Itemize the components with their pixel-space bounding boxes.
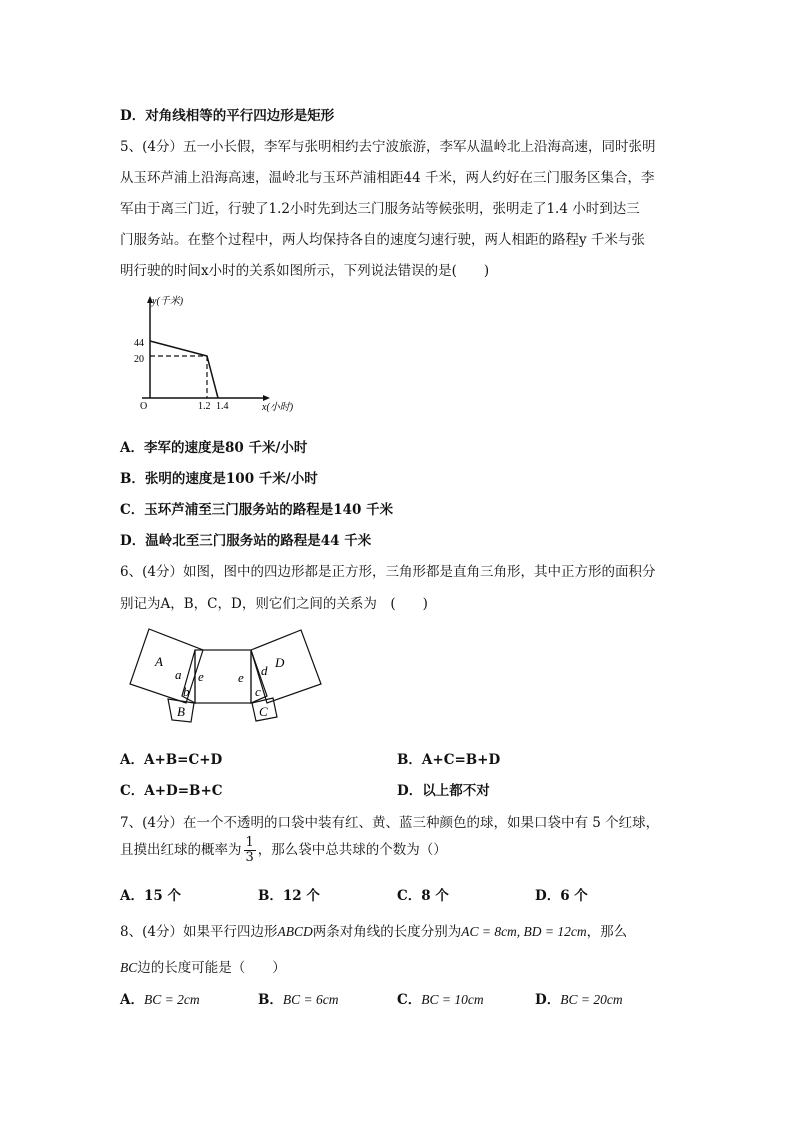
q8-option-a-label: A． (120, 992, 144, 1008)
label-c: c (255, 684, 261, 699)
q8-abcd: ABCD (277, 924, 313, 939)
label-a: a (175, 667, 182, 682)
q7-option-b: B．12 个 (258, 888, 320, 904)
square-a (130, 629, 203, 703)
label-B: B (177, 704, 185, 719)
label-D: D (275, 655, 285, 670)
q8-stem-line-2 (120, 956, 286, 976)
q7-option-a: A．15 个 (120, 888, 181, 904)
q8-option-b-label: B． (258, 992, 283, 1008)
q8-option-d-label: D． (535, 992, 561, 1008)
q8-line2-post: 边的长度可能是（ ） (137, 960, 286, 976)
q7-option-d: D．6 个 (535, 888, 588, 904)
q7-fraction (244, 836, 256, 865)
label-e1: e (198, 669, 204, 684)
q8-line1-mid: 两条对角线的长度分别为 (312, 924, 462, 940)
x-tick-1-4: 1.4 (216, 401, 229, 412)
q8-option-d-value: BC = 20cm (560, 992, 623, 1007)
label-C: C (259, 704, 268, 719)
q6-squares-figure (125, 624, 335, 728)
q8-line1-pre: 8、(4分）如果平行四边形 (120, 924, 278, 940)
x-axis-label: x(小时) (262, 402, 294, 413)
q5-stem-line-5: 明行驶的时间x小时的关系如图所示，下列说法错误的是( ) (120, 263, 490, 279)
y-tick-44: 44 (134, 338, 144, 349)
q8-option-a (120, 988, 200, 1008)
q8-bc: BC (120, 960, 138, 975)
distance-line (150, 341, 218, 398)
label-d: d (261, 663, 268, 678)
q7-stem-line-2 (120, 836, 447, 865)
q7-frac-den: 3 (245, 850, 254, 865)
q6-option-b: B．A+C=B+D (397, 752, 501, 768)
label-e2: e (238, 670, 244, 685)
q8-option-b (258, 988, 339, 1008)
q5-option-b: B．张明的速度是100 千米/小时 (120, 471, 318, 487)
q7-option-c: C．8 个 (397, 888, 449, 904)
q5-stem-line-4: 门服务站。在整个过程中，两人均保持各自的速度匀速行驶，两人相距的路程y 千米与张 (120, 232, 645, 248)
q8-option-c (397, 988, 484, 1008)
q8-option-a-value: BC = 2cm (143, 992, 200, 1007)
y-tick-20: 20 (134, 354, 144, 365)
q5-option-c: C．玉环芦浦至三门服务站的路程是140 千米 (120, 502, 394, 518)
label-A: A (155, 654, 163, 669)
q8-option-d (535, 988, 623, 1008)
q7-stem-line-1: 7、(4分）在一个不透明的口袋中装有红、黄、蓝三种颜色的球，如果口袋中有 5 个红球， (120, 815, 660, 831)
q6-option-a: A．A+B=C+D (120, 752, 223, 768)
q5-option-a: A．李军的速度是80 千米/小时 (120, 440, 308, 456)
q5-stem-line-2: 从玉环芦浦上沿海高速，温岭北与玉环芦浦相距44 千米，两人约好在三门服务区集合，李 (120, 170, 655, 186)
q5-option-d: D．温岭北至三门服务站的路程是44 千米 (120, 533, 372, 549)
q8-option-b-value: BC = 6cm (282, 992, 339, 1007)
y-axis-label: y(千米) (152, 296, 184, 307)
origin-label: O (140, 401, 148, 412)
q8-option-c-value: BC = 10cm (421, 992, 484, 1007)
q4-option-d: D．对角线相等的平行四边形是矩形 (120, 108, 335, 124)
q5-stem-line-3: 军由于离三门近，行驶了1.2小时先到达三门服务站等候张明，张明走了1.4 小时到达三 (120, 201, 640, 217)
label-b: b (183, 684, 190, 699)
q6-option-d: D．以上都不对 (397, 783, 490, 799)
q7-line2-pre: 且摸出红球的概率为 (120, 842, 242, 858)
q8-diagonals: AC = 8cm, BD = 12cm (461, 924, 587, 939)
q6-stem-line-2: 别记为A，B，C，D，则它们之间的关系为 ( ) (120, 596, 428, 612)
x-tick-1-2: 1.2 (198, 401, 211, 412)
q8-stem-line-1 (120, 920, 627, 940)
q8-line1-post: ，那么 (586, 924, 628, 940)
q5-stem-line-1: 5、(4分）五一小长假，李军与张明相约去宁波旅游，李军从温岭北上沿海高速，同时张明 (120, 139, 656, 155)
q6-stem-line-1: 6、(4分）如图，图中的四边形都是正方形，三角形都是直角三角形，其中正方形的面积分 (120, 564, 656, 580)
q8-option-c-label: C． (397, 992, 422, 1008)
q5-distance-time-graph (130, 288, 310, 423)
q7-frac-num: 1 (245, 835, 254, 850)
q7-line2-post: ，那么袋中总共球的个数为（） (257, 842, 447, 858)
q6-option-c: C．A+D=B+C (120, 783, 223, 799)
